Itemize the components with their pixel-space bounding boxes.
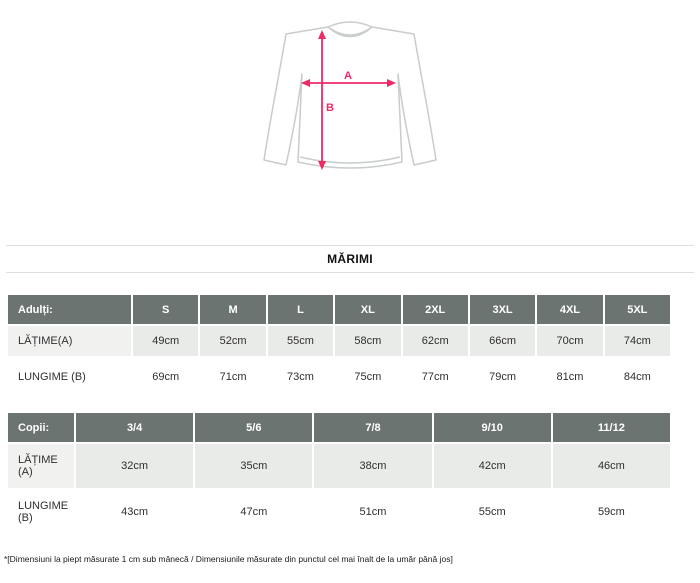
children-measurement-cell: 32cm [76, 444, 193, 488]
children-row-label: LĂȚIME (A) [8, 444, 74, 488]
adults-measurement-cell: 84cm [605, 358, 670, 396]
adults-measurement-cell: 79cm [470, 358, 535, 396]
children-row-label: LUNGIME (B) [8, 490, 74, 534]
shirt-measurement-diagram [0, 0, 700, 190]
adults-measurement-cell: 69cm [133, 358, 198, 396]
adults-measurement-cell: 55cm [268, 326, 333, 356]
children-measurement-cell: 51cm [314, 490, 431, 534]
length-arrow-label: B [326, 102, 334, 114]
children-group-header: Copii: [8, 413, 74, 442]
adults-measurement-cell: 62cm [403, 326, 468, 356]
adults-size-header: 4XL [537, 295, 602, 324]
adults-measurement-cell: 71cm [200, 358, 265, 396]
adults-measurement-cell: 52cm [200, 326, 265, 356]
adults-size-header: S [133, 295, 198, 324]
children-measurement-cell: 59cm [553, 490, 670, 534]
adults-size-table [8, 295, 670, 396]
children-measurement-cell: 43cm [76, 490, 193, 534]
adults-size-header: L [268, 295, 333, 324]
width-arrow-label: A [344, 70, 352, 82]
children-size-header: 3/4 [76, 413, 193, 442]
adults-size-header: M [200, 295, 265, 324]
divider-bottom [6, 272, 694, 273]
adults-measurement-cell: 70cm [537, 326, 602, 356]
shirt-diagram-icon [250, 10, 450, 190]
children-measurement-cell: 42cm [434, 444, 551, 488]
children-measurement-cell: 46cm [553, 444, 670, 488]
adults-measurement-cell: 77cm [403, 358, 468, 396]
adults-measurement-cell: 74cm [605, 326, 670, 356]
adults-group-header: Adulți: [8, 295, 131, 324]
adults-measurement-cell: 75cm [335, 358, 400, 396]
children-size-table [8, 413, 670, 534]
adults-row-label: LUNGIME (B) [8, 358, 131, 396]
adults-size-header: 5XL [605, 295, 670, 324]
adults-row-label: LĂȚIME(A) [8, 326, 131, 356]
adults-size-header: XL [335, 295, 400, 324]
children-measurement-cell: 47cm [195, 490, 312, 534]
children-measurement-cell: 35cm [195, 444, 312, 488]
adults-size-header: 3XL [470, 295, 535, 324]
adults-size-header: 2XL [403, 295, 468, 324]
children-size-header: 11/12 [553, 413, 670, 442]
children-measurement-cell: 38cm [314, 444, 431, 488]
adults-measurement-cell: 58cm [335, 326, 400, 356]
children-size-header: 7/8 [314, 413, 431, 442]
adults-measurement-cell: 66cm [470, 326, 535, 356]
footnote: *[Dimensiuni la piept măsurate 1 cm sub mânecă / Dimensiunile măsurate din punctul cel mai înalt de la umăr până jos] [4, 554, 453, 564]
children-size-header: 9/10 [434, 413, 551, 442]
adults-measurement-cell: 81cm [537, 358, 602, 396]
children-measurement-cell: 55cm [434, 490, 551, 534]
adults-measurement-cell: 49cm [133, 326, 198, 356]
adults-measurement-cell: 73cm [268, 358, 333, 396]
children-size-header: 5/6 [195, 413, 312, 442]
section-title: MĂRIMI [327, 252, 373, 266]
